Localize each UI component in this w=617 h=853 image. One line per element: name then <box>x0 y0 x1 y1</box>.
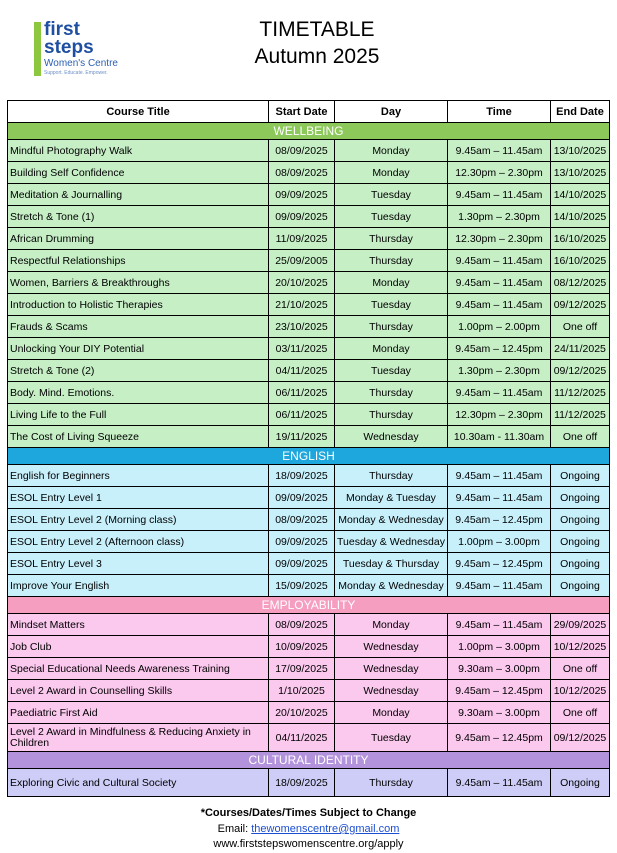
logo-tagline: Support. Educate. Empower. <box>44 70 108 76</box>
day-cell: Tuesday <box>335 724 448 752</box>
section-header-row <box>8 752 610 769</box>
time-cell: 9.45am – 11.45am <box>448 272 551 294</box>
start-date-cell: 11/09/2025 <box>269 228 335 250</box>
day-cell: Monday <box>335 272 448 294</box>
end-date-cell: 14/10/2025 <box>551 184 610 206</box>
day-cell: Thursday <box>335 465 448 487</box>
section-header-row <box>8 597 610 614</box>
end-date-cell: Ongoing <box>551 575 610 597</box>
time-cell: 9.45am – 11.45am <box>448 769 551 797</box>
end-date-cell: 16/10/2025 <box>551 250 610 272</box>
end-date-cell: 10/12/2025 <box>551 636 610 658</box>
end-date-cell: Ongoing <box>551 465 610 487</box>
day-cell: Thursday <box>335 316 448 338</box>
table-row <box>8 769 610 797</box>
table-row <box>8 658 610 680</box>
day-cell: Thursday <box>335 404 448 426</box>
time-cell: 12.30pm – 2.30pm <box>448 228 551 250</box>
course-title-cell: Building Self Confidence <box>8 162 269 184</box>
end-date-cell: Ongoing <box>551 509 610 531</box>
table-row <box>8 228 610 250</box>
day-cell: Monday <box>335 162 448 184</box>
course-title-cell: Special Educational Needs Awareness Training <box>8 658 269 680</box>
start-date-cell: 06/11/2025 <box>269 382 335 404</box>
course-title-cell: Unlocking Your DIY Potential <box>8 338 269 360</box>
time-cell: 9.45am – 11.45am <box>448 487 551 509</box>
course-title-cell: Living Life to the Full <box>8 404 269 426</box>
table-row <box>8 636 610 658</box>
email-label: Email: <box>217 823 252 835</box>
time-cell: 9.45am – 11.45am <box>448 250 551 272</box>
course-title-cell: Exploring Civic and Cultural Society <box>8 769 269 797</box>
time-cell: 1.00pm – 3.00pm <box>448 636 551 658</box>
page-subtitle: Autumn 2025 <box>254 45 380 68</box>
start-date-cell: 04/11/2025 <box>269 724 335 752</box>
course-title-cell: Stretch & Tone (1) <box>8 206 269 228</box>
logo-line-2: steps <box>44 37 94 58</box>
table-row <box>8 614 610 636</box>
start-date-cell: 17/09/2025 <box>269 658 335 680</box>
time-cell: 9.45am – 12.45pm <box>448 553 551 575</box>
time-cell: 1.00pm – 3.00pm <box>448 531 551 553</box>
table-row <box>8 272 610 294</box>
table-row <box>8 206 610 228</box>
table-row <box>8 382 610 404</box>
start-date-cell: 09/09/2025 <box>269 184 335 206</box>
course-title-cell: English for Beginners <box>8 465 269 487</box>
time-cell: 9.45am – 11.45am <box>448 614 551 636</box>
time-cell: 9.30am – 3.00pm <box>448 702 551 724</box>
start-date-cell: 25/09/2005 <box>269 250 335 272</box>
start-date-cell: 18/09/2025 <box>269 769 335 797</box>
course-title-cell: Level 2 Award in Mindfulness & Reducing Anxiety in Children <box>8 724 269 752</box>
table-row <box>8 294 610 316</box>
timetable <box>7 100 610 797</box>
start-date-cell: 1/10/2025 <box>269 680 335 702</box>
start-date-cell: 09/09/2025 <box>269 487 335 509</box>
start-date-cell: 15/09/2025 <box>269 575 335 597</box>
day-cell: Monday & Tuesday <box>335 487 448 509</box>
time-cell: 9.45am – 12.45pm <box>448 509 551 531</box>
course-title-cell: Improve Your English <box>8 575 269 597</box>
day-cell: Monday <box>335 614 448 636</box>
end-date-cell: One off <box>551 426 610 448</box>
end-date-cell: 24/11/2025 <box>551 338 610 360</box>
time-cell: 9.45am – 11.45am <box>448 575 551 597</box>
email-line <box>0 822 617 836</box>
day-cell: Wednesday <box>335 426 448 448</box>
start-date-cell: 09/09/2025 <box>269 531 335 553</box>
section-header-row <box>8 123 610 140</box>
column-header: End Date <box>551 101 610 123</box>
table-row <box>8 338 610 360</box>
day-cell: Tuesday <box>335 294 448 316</box>
course-title-cell: ESOL Entry Level 2 (Morning class) <box>8 509 269 531</box>
course-title-cell: Introduction to Holistic Therapies <box>8 294 269 316</box>
day-cell: Tuesday <box>335 360 448 382</box>
end-date-cell: 09/12/2025 <box>551 294 610 316</box>
table-row <box>8 487 610 509</box>
day-cell: Monday & Wednesday <box>335 575 448 597</box>
email-link[interactable]: thewomenscentre@gmail.com <box>251 823 400 835</box>
column-header: Day <box>335 101 448 123</box>
table-row <box>8 250 610 272</box>
start-date-cell: 20/10/2025 <box>269 272 335 294</box>
end-date-cell: 29/09/2025 <box>551 614 610 636</box>
time-cell: 12.30pm – 2.30pm <box>448 404 551 426</box>
time-cell: 9.45am – 11.45am <box>448 294 551 316</box>
end-date-cell: Ongoing <box>551 769 610 797</box>
table-row <box>8 184 610 206</box>
start-date-cell: 19/11/2025 <box>269 426 335 448</box>
end-date-cell: 10/12/2025 <box>551 680 610 702</box>
day-cell: Tuesday & Thursday <box>335 553 448 575</box>
table-row <box>8 162 610 184</box>
table-row <box>8 404 610 426</box>
end-date-cell: Ongoing <box>551 531 610 553</box>
course-title-cell: Mindset Matters <box>8 614 269 636</box>
section-title: WELLBEING <box>8 123 610 140</box>
course-title-cell: Paediatric First Aid <box>8 702 269 724</box>
end-date-cell: 13/10/2025 <box>551 140 610 162</box>
end-date-cell: 16/10/2025 <box>551 228 610 250</box>
start-date-cell: 18/09/2025 <box>269 465 335 487</box>
time-cell: 9.45am – 11.45am <box>448 184 551 206</box>
end-date-cell: Ongoing <box>551 487 610 509</box>
column-header: Course Title <box>8 101 269 123</box>
time-cell: 12.30pm – 2.30pm <box>448 162 551 184</box>
day-cell: Monday <box>335 702 448 724</box>
header-row <box>8 101 610 123</box>
table-row <box>8 360 610 382</box>
time-cell: 1.00pm – 2.00pm <box>448 316 551 338</box>
course-title-cell: Respectful Relationships <box>8 250 269 272</box>
page-title: TIMETABLE <box>259 18 375 41</box>
day-cell: Tuesday <box>335 184 448 206</box>
day-cell: Monday <box>335 140 448 162</box>
course-title-cell: Mindful Photography Walk <box>8 140 269 162</box>
end-date-cell: 09/12/2025 <box>551 360 610 382</box>
course-title-cell: ESOL Entry Level 3 <box>8 553 269 575</box>
table-row <box>8 702 610 724</box>
day-cell: Tuesday & Wednesday <box>335 531 448 553</box>
table-row <box>8 140 610 162</box>
start-date-cell: 06/11/2025 <box>269 404 335 426</box>
time-cell: 9.45am – 11.45am <box>448 140 551 162</box>
time-cell: 1.30pm – 2.30pm <box>448 206 551 228</box>
day-cell: Monday <box>335 338 448 360</box>
time-cell: 9.30am – 3.00pm <box>448 658 551 680</box>
end-date-cell: 14/10/2025 <box>551 206 610 228</box>
end-date-cell: One off <box>551 702 610 724</box>
section-header-row <box>8 448 610 465</box>
start-date-cell: 10/09/2025 <box>269 636 335 658</box>
end-date-cell: 08/12/2025 <box>551 272 610 294</box>
course-title-cell: Women, Barriers & Breakthroughs <box>8 272 269 294</box>
course-title-cell: Level 2 Award in Counselling Skills <box>8 680 269 702</box>
day-cell: Thursday <box>335 382 448 404</box>
start-date-cell: 08/09/2025 <box>269 162 335 184</box>
start-date-cell: 08/09/2025 <box>269 509 335 531</box>
start-date-cell: 03/11/2025 <box>269 338 335 360</box>
day-cell: Tuesday <box>335 206 448 228</box>
course-title-cell: Body. Mind. Emotions. <box>8 382 269 404</box>
day-cell: Wednesday <box>335 636 448 658</box>
course-title-cell: Meditation & Journalling <box>8 184 269 206</box>
table-row <box>8 531 610 553</box>
table-row <box>8 465 610 487</box>
column-header: Time <box>448 101 551 123</box>
table-row <box>8 316 610 338</box>
table-row <box>8 724 610 752</box>
course-title-cell: Job Club <box>8 636 269 658</box>
time-cell: 10.30am - 11.30am <box>448 426 551 448</box>
end-date-cell: 13/10/2025 <box>551 162 610 184</box>
course-title-cell: African Drumming <box>8 228 269 250</box>
day-cell: Thursday <box>335 769 448 797</box>
start-date-cell: 08/09/2025 <box>269 140 335 162</box>
start-date-cell: 09/09/2025 <box>269 206 335 228</box>
logo <box>34 20 134 80</box>
course-title-cell: ESOL Entry Level 1 <box>8 487 269 509</box>
course-title-cell: ESOL Entry Level 2 (Afternoon class) <box>8 531 269 553</box>
day-cell: Monday & Wednesday <box>335 509 448 531</box>
section-title: CULTURAL IDENTITY <box>8 752 610 769</box>
table-row <box>8 426 610 448</box>
disclaimer: *Courses/Dates/Times Subject to Change <box>200 807 417 819</box>
end-date-cell: One off <box>551 316 610 338</box>
time-cell: 9.45am – 11.45am <box>448 465 551 487</box>
logo-line-3: Women's Centre <box>44 58 118 69</box>
day-cell: Thursday <box>335 228 448 250</box>
end-date-cell: One off <box>551 658 610 680</box>
start-date-cell: 21/10/2025 <box>269 294 335 316</box>
day-cell: Wednesday <box>335 658 448 680</box>
logo-bar <box>34 22 41 76</box>
start-date-cell: 04/11/2025 <box>269 360 335 382</box>
section-title: EMPLOYABILITY <box>8 597 610 614</box>
time-cell: 9.45am – 12.45pm <box>448 724 551 752</box>
table-row <box>8 680 610 702</box>
start-date-cell: 23/10/2025 <box>269 316 335 338</box>
course-title-cell: Stretch & Tone (2) <box>8 360 269 382</box>
course-title-cell: The Cost of Living Squeeze <box>8 426 269 448</box>
column-header: Start Date <box>269 101 335 123</box>
website-link[interactable]: www.firststepswomenscentre.org/apply <box>213 838 404 850</box>
start-date-cell: 20/10/2025 <box>269 702 335 724</box>
end-date-cell: Ongoing <box>551 553 610 575</box>
table-row <box>8 553 610 575</box>
logo-line-1: first <box>44 19 80 40</box>
day-cell: Wednesday <box>335 680 448 702</box>
table-row <box>8 575 610 597</box>
time-cell: 9.45am – 12.45pm <box>448 680 551 702</box>
table-row <box>8 509 610 531</box>
day-cell: Thursday <box>335 250 448 272</box>
time-cell: 1.30pm – 2.30pm <box>448 360 551 382</box>
section-title: ENGLISH <box>8 448 610 465</box>
end-date-cell: 11/12/2025 <box>551 382 610 404</box>
start-date-cell: 08/09/2025 <box>269 614 335 636</box>
end-date-cell: 09/12/2025 <box>551 724 610 752</box>
time-cell: 9.45am – 12.45pm <box>448 338 551 360</box>
time-cell: 9.45am – 11.45am <box>448 382 551 404</box>
course-title-cell: Frauds & Scams <box>8 316 269 338</box>
start-date-cell: 09/09/2025 <box>269 553 335 575</box>
end-date-cell: 11/12/2025 <box>551 404 610 426</box>
